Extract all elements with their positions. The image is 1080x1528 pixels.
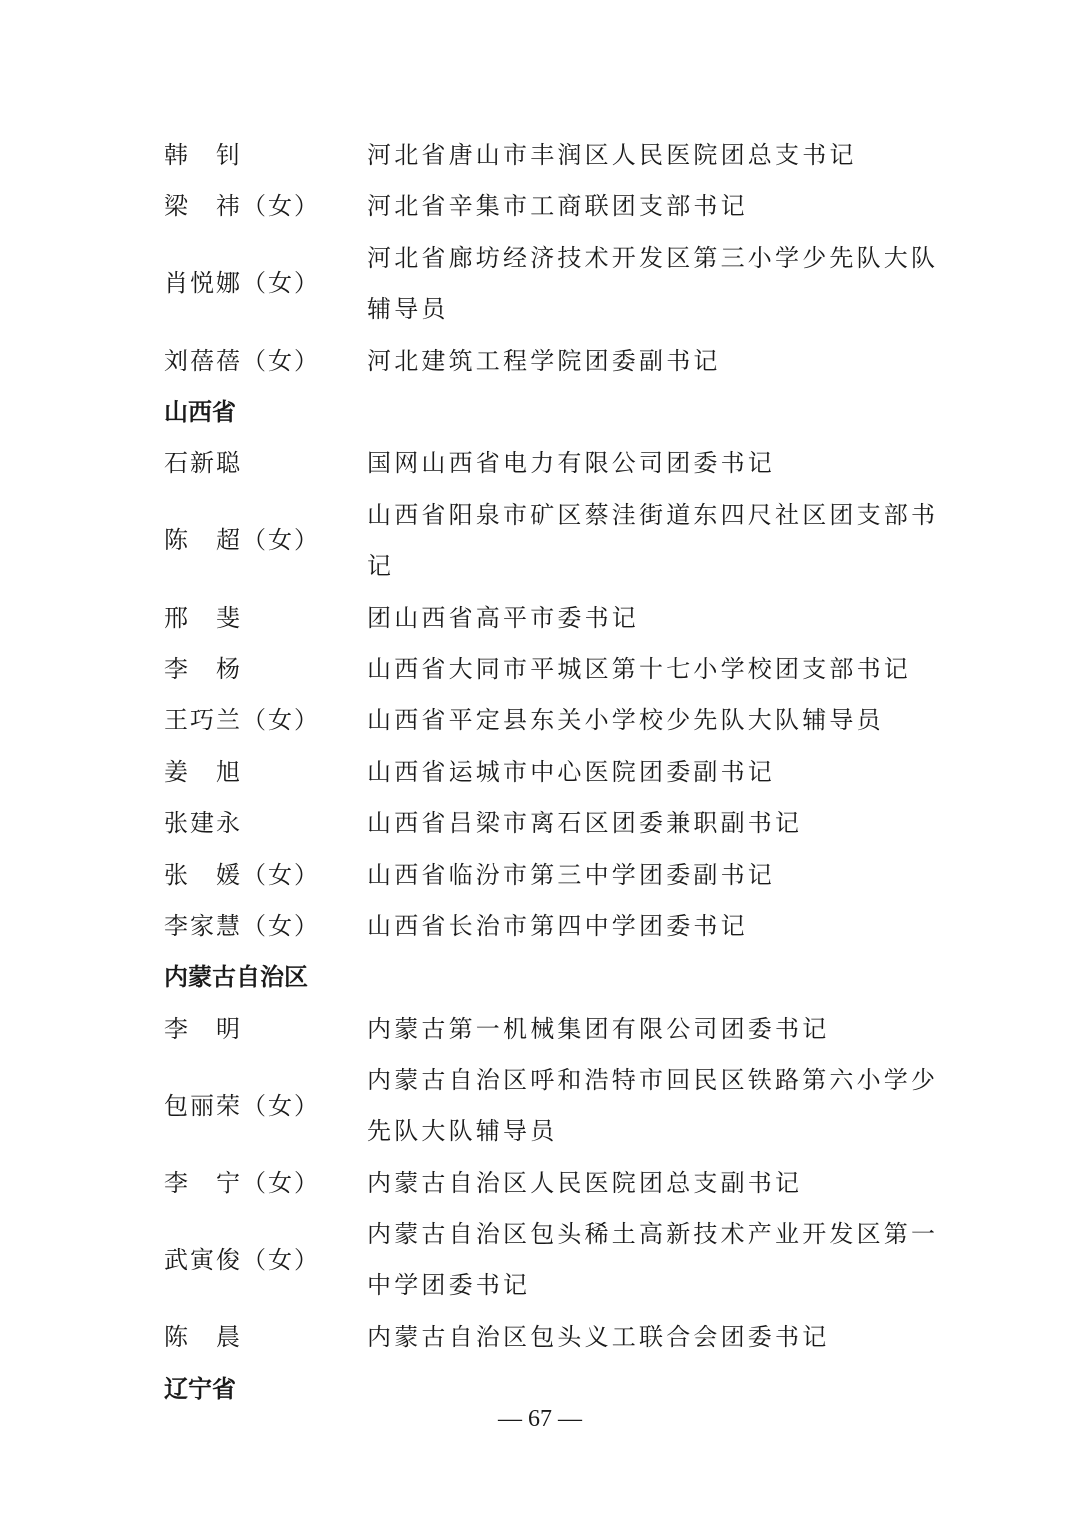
person-name: 李 杨: [164, 655, 242, 683]
person-name: 武寅俊（女）: [164, 1246, 320, 1275]
person-name: 韩 钊: [164, 141, 242, 169]
organization-title: 内蒙古自治区呼和浩特市回民区铁路第六小学少先队大队辅导员: [367, 1066, 939, 1146]
person-name: 张建永: [164, 809, 242, 838]
person-name: 陈 晨: [164, 1323, 242, 1352]
person-name: 陈 超（女）: [164, 526, 320, 555]
organization-title: 山西省大同市平城区第十七小学校团支部书记: [367, 655, 911, 683]
person-name: 李 宁（女）: [164, 1169, 320, 1197]
organization-title: 山西省长治市第四中学团委书记: [367, 912, 748, 940]
person-name: 李 明: [164, 1014, 242, 1043]
person-name: 王巧兰（女）: [164, 706, 320, 735]
person-name: 李家慧（女）: [164, 912, 320, 940]
organization-title: 国网山西省电力有限公司团委书记: [367, 449, 775, 478]
organization-title: 河北省唐山市丰润区人民医院团总支书记: [367, 141, 857, 169]
organization-title: 山西省吕梁市离石区团委兼职副书记: [367, 809, 803, 838]
organization-title: 内蒙古自治区包头稀土高新技术产业开发区第一中学团委书记: [367, 1220, 939, 1300]
section-heading: 内蒙古自治区: [164, 963, 308, 992]
organization-title: 河北省辛集市工商联团支部书记: [367, 192, 748, 221]
organization-title: 内蒙古自治区人民医院团总支副书记: [367, 1169, 803, 1197]
person-name: 姜 旭: [164, 757, 242, 786]
section-heading: 辽宁省: [164, 1374, 236, 1403]
organization-title: 河北省廊坊经济技术开发区第三小学少先队大队辅导员: [367, 243, 939, 323]
person-name: 包丽荣（女）: [164, 1091, 320, 1120]
organization-title: 河北建筑工程学院团委副书记: [367, 346, 721, 375]
person-name: 肖悦娜（女）: [164, 269, 320, 298]
organization-title: 山西省阳泉市矿区蔡洼街道东四尺社区团支部书记: [367, 500, 939, 580]
person-name: 梁 祎（女）: [164, 192, 320, 221]
person-name: 张 媛（女）: [164, 860, 320, 889]
organization-title: 内蒙古第一机械集团有限公司团委书记: [367, 1014, 830, 1043]
organization-title: 山西省临汾市第三中学团委副书记: [367, 860, 775, 889]
page-number: — 67 —: [498, 1406, 582, 1432]
organization-title: 山西省运城市中心医院团委副书记: [367, 757, 775, 786]
person-name: 刘蓓蓓（女）: [164, 346, 320, 375]
person-name: 石新聪: [164, 449, 242, 478]
organization-title: 内蒙古自治区包头义工联合会团委书记: [367, 1323, 830, 1352]
person-name: 邢 斐: [164, 603, 242, 632]
organization-title: 团山西省高平市委书记: [367, 603, 639, 632]
section-heading: 山西省: [164, 398, 236, 426]
organization-title: 山西省平定县东关小学校少先队大队辅导员: [367, 706, 884, 735]
